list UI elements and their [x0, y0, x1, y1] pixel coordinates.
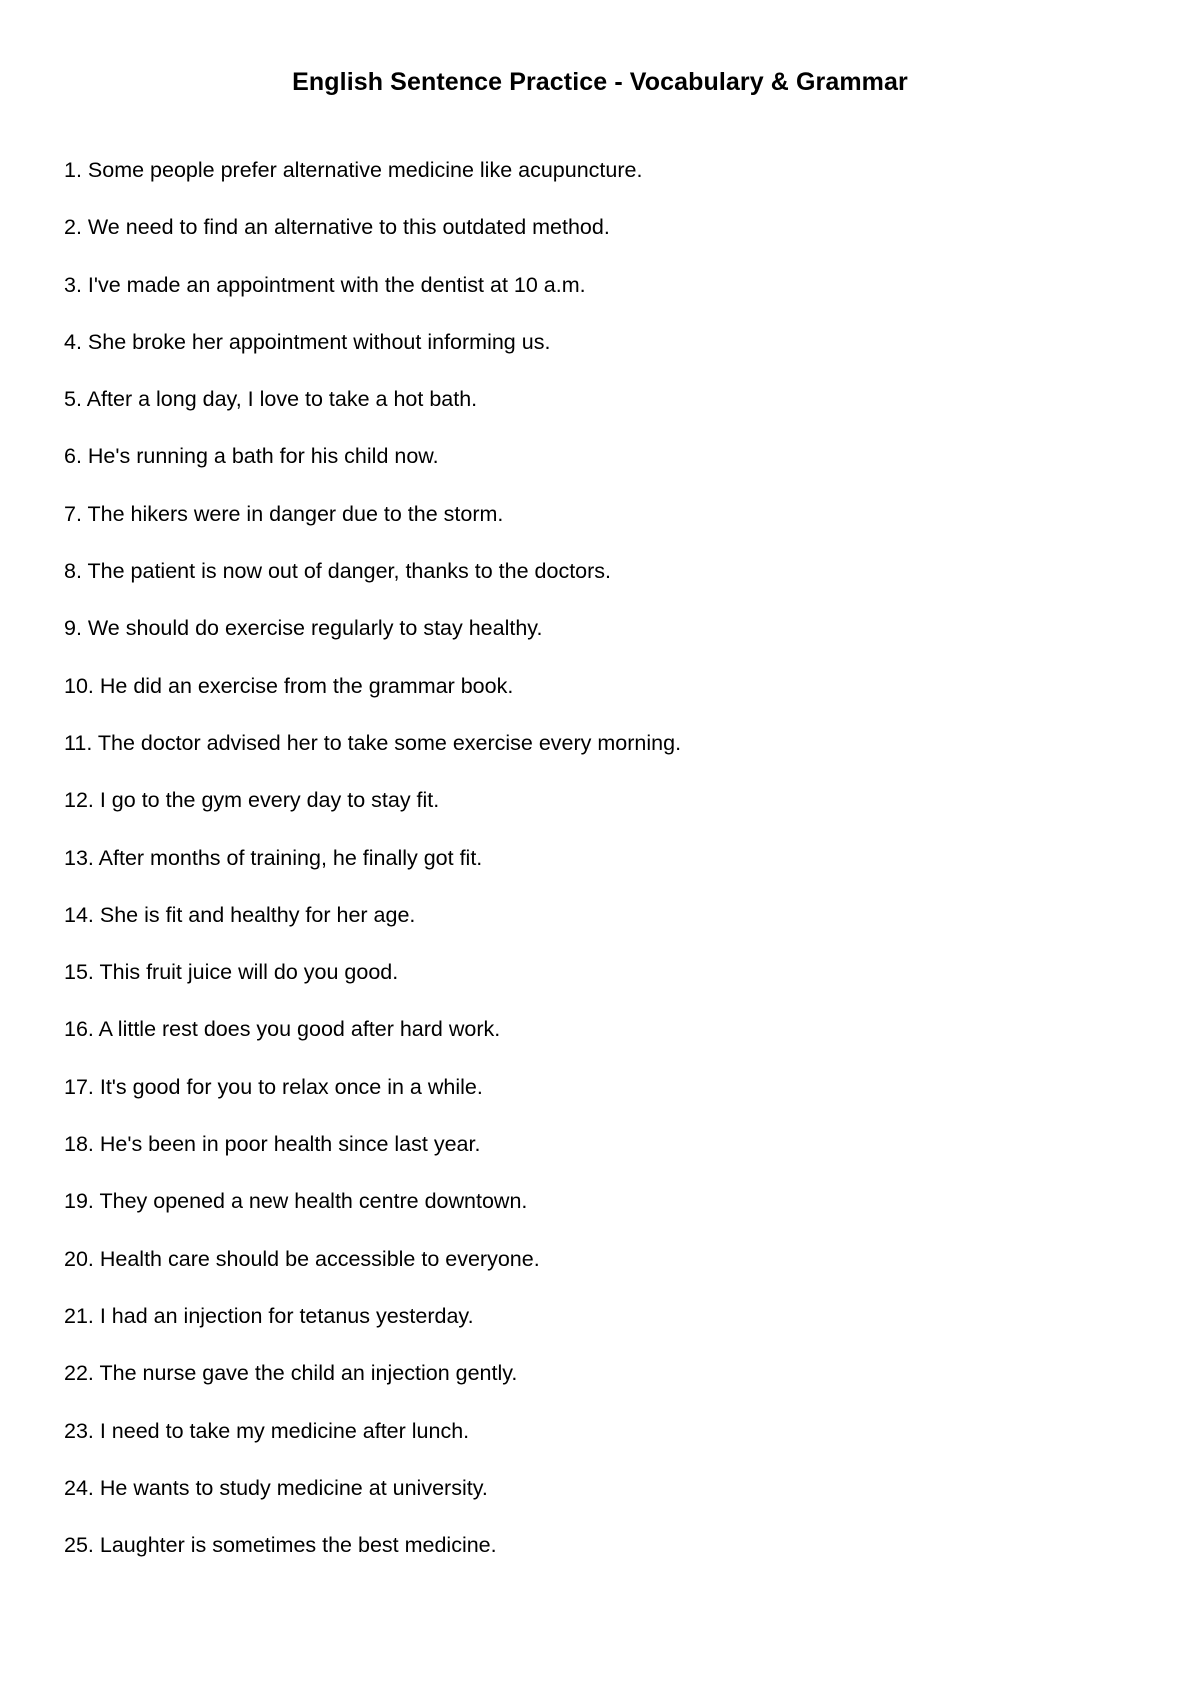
sentence-item: 17. It's good for you to relax once in a while.: [64, 1074, 483, 1099]
sentence-item: 11. The doctor advised her to take some exercise every morning.: [64, 730, 682, 755]
sentence-item: 1. Some people prefer alternative medicine like acupuncture.: [64, 158, 643, 182]
sentence-item: 21. I had an injection for tetanus yesterday.: [64, 1303, 474, 1328]
sentence-item: 6. He's running a bath for his child now.: [64, 444, 439, 469]
sentence-item: 10. He did an exercise from the grammar book.: [64, 673, 514, 698]
sentence-item: 16. A little rest does you good after hard work.: [64, 1017, 501, 1042]
sentence-item: 18. He's been in poor health since last year.: [64, 1132, 481, 1157]
sentence-item: 15. This fruit juice will do you good.: [64, 960, 399, 985]
sentence-item: 9. We should do exercise regularly to stay healthy.: [64, 616, 543, 641]
sentence-item: 12. I go to the gym every day to stay fit.: [64, 788, 440, 813]
sentence-item: 4. She broke her appointment without informing us.: [64, 329, 551, 354]
sentence-item: 3. I've made an appointment with the dentist at 10 a.m.: [64, 272, 586, 297]
sentence-item: 24. He wants to study medicine at university.: [64, 1475, 488, 1500]
sentence-item: 14. She is fit and healthy for her age.: [64, 902, 416, 927]
sentence-item: 13. After months of training, he finally got fit.: [64, 845, 483, 870]
sentence-item: 22. The nurse gave the child an injection gently.: [64, 1361, 518, 1386]
sentence-list: [64, 155, 681, 1587]
sentence-item: 7. The hikers were in danger due to the storm.: [64, 501, 504, 526]
sentence-item: 5. After a long day, I love to take a hot bath.: [64, 387, 478, 412]
sentence-item: 25. Laughter is sometimes the best medicine.: [64, 1533, 497, 1558]
page-title: English Sentence Practice - Vocabulary & Grammar: [292, 68, 908, 96]
sentence-item: 23. I need to take my medicine after lunch.: [64, 1418, 470, 1443]
sentence-item: 20. Health care should be accessible to everyone.: [64, 1246, 540, 1271]
sentence-item: 2. We need to find an alternative to this outdated method.: [64, 215, 610, 240]
sentence-item: 19. They opened a new health centre downtown.: [64, 1189, 528, 1214]
sentence-item: 8. The patient is now out of danger, thanks to the doctors.: [64, 559, 612, 584]
